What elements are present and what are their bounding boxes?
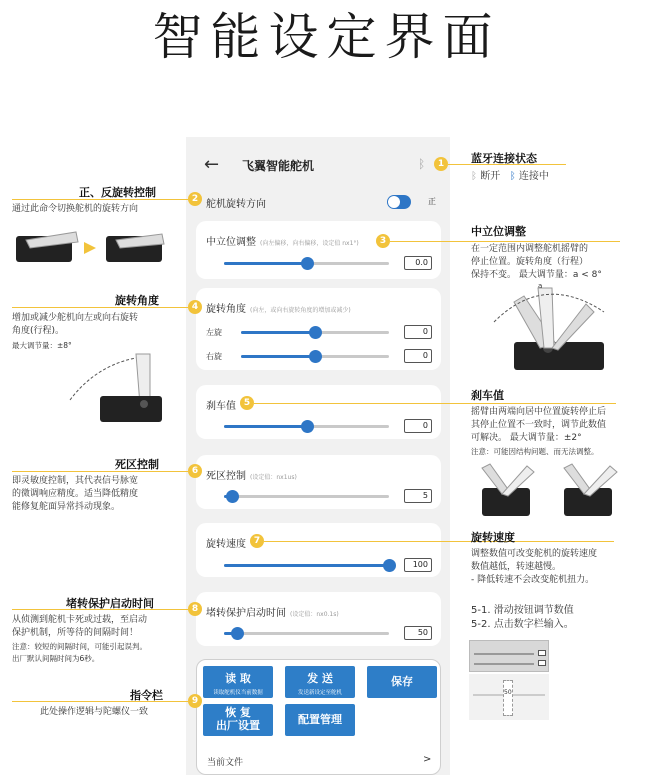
ann-cmd-title: 指令栏: [130, 689, 163, 702]
forward-label: 正: [428, 197, 436, 206]
stall-hint: (设定值：nx0.1s): [290, 611, 339, 618]
ann-speed-text1: 调整数值可改变舵机的旋转速度: [471, 549, 598, 559]
right-rotate-label: 右旋: [206, 352, 222, 361]
stall-slider[interactable]: [224, 632, 389, 635]
line-3: [390, 241, 620, 242]
ann-angle-note: 最大调节量：±8°: [12, 341, 72, 350]
app-header: [186, 137, 450, 193]
ann-cmd-text: 此处操作逻辑与陀螺仪一致: [40, 707, 149, 717]
badge-9: 9: [188, 694, 202, 708]
ann-neutral-text3: 保持不变。 最大调节量：a < 8°: [471, 270, 602, 280]
mini-value: 50: [504, 689, 512, 696]
brake-slider[interactable]: [224, 425, 389, 428]
stall-slider-knob[interactable]: [231, 627, 244, 640]
page-title: 智能设定界面: [152, 8, 501, 66]
deadband-slider-knob[interactable]: [226, 490, 239, 503]
ann-brake-text2: 其停止位置不一致时，调节此数值: [471, 420, 607, 430]
neutral-label-a: a: [538, 282, 543, 290]
ann-deadband-text1: 即灵敏度控制，其代表信号脉宽: [12, 476, 139, 486]
neutral-label: 中立位调整 (向左偏移，向右偏移，设定值 nx1°): [206, 237, 359, 248]
ann-angle-title: 旋转角度: [115, 294, 159, 307]
right-rotate-fill: [241, 355, 315, 358]
left-rotate-value[interactable]: 0: [404, 325, 432, 339]
badge-3: 3: [376, 234, 390, 248]
current-file-label: 当前文件: [207, 758, 244, 768]
direction-toggle[interactable]: [387, 195, 411, 209]
neutral-card: [196, 221, 441, 279]
speed-slider-fill: [224, 564, 389, 567]
ann-tip-2: 5-2. 点击数字栏输入。: [471, 619, 574, 630]
badge-6: 6: [188, 464, 202, 478]
right-rotate-knob[interactable]: [309, 350, 322, 363]
read-button[interactable]: 读 取 读取舵机仪当前数据: [203, 666, 273, 698]
brake-servo-illustration: [472, 460, 632, 522]
bt-off-icon: ᛒ: [471, 171, 477, 182]
deadband-hint: (设定值：nx1us): [250, 474, 297, 481]
ann-brake-text1: 摇臂由两端向居中位置旋转停止后: [471, 407, 607, 417]
bt-on-icon: ᛒ: [509, 171, 516, 182]
neutral-slider[interactable]: [224, 262, 389, 265]
ann-direction-text: 通过此命令切换舵机的旋转方向: [12, 204, 139, 214]
ann-stall-text1: 从侦测到舵机卡死或过载，至启动: [12, 615, 148, 625]
ann-neutral-text1: 在一定范围内调整舵机摇臂的: [471, 244, 589, 254]
neutral-slider-knob[interactable]: [301, 257, 314, 270]
neutral-hint: (向左偏移，向右偏移，设定值 nx1°): [260, 240, 359, 247]
ann-deadband-text2: 的微调响应精度。适当降低精度: [12, 489, 139, 499]
ann-angle-text2: 角度(行程)。: [12, 326, 65, 336]
direction-label: 舵机旋转方向: [206, 199, 266, 210]
rotation-angle-card: [196, 288, 441, 370]
right-rotate-slider[interactable]: [241, 355, 389, 358]
line-7: [264, 541, 614, 542]
badge-4: 4: [188, 300, 202, 314]
send-button-sub: 发送新设定至舵机: [297, 690, 342, 696]
ann-bt-status: ᛒ 断开 ᛒ 连接中: [471, 171, 549, 182]
speed-label: 旋转速度: [206, 539, 246, 550]
left-rotate-fill: [241, 331, 315, 334]
config-manage-button[interactable]: 配置管理: [285, 704, 355, 736]
ann-stall-note1: 注意：较短的间隔时间，可能引起误判。: [12, 642, 147, 651]
ann-brake-title: 刹车值: [471, 389, 504, 402]
left-rotate-slider[interactable]: [241, 331, 389, 334]
factory-reset-button[interactable]: 恢 复 出厂设置: [203, 704, 273, 736]
ann-neutral-title: 中立位调整: [471, 225, 526, 238]
ann-stall-text2: 保护机制，所等待的间隔时间！: [12, 628, 139, 638]
line-4: [12, 307, 188, 308]
neutral-value[interactable]: 0.0: [404, 256, 432, 270]
left-rotate-label: 左旋: [206, 328, 222, 337]
ann-neutral-text2: 停止位置。旋转角度（行程）: [471, 257, 589, 267]
save-button[interactable]: 保存: [367, 666, 437, 698]
badge-2: 2: [188, 192, 202, 206]
badge-1: 1: [434, 157, 448, 171]
left-rotate-knob[interactable]: [309, 326, 322, 339]
brake-card: [196, 385, 441, 439]
phone-screen: [186, 137, 450, 775]
brake-slider-fill: [224, 425, 307, 428]
ann-deadband-title: 死区控制: [115, 458, 159, 471]
send-button[interactable]: 发 送 发送新设定至舵机: [285, 666, 355, 698]
brake-label: 刹车值: [206, 401, 236, 412]
deadband-label: 死区控制 (设定值：nx1us): [206, 471, 297, 482]
ann-bt-title: 蓝牙连接状态: [471, 152, 537, 165]
mini-input-thumbnail: [469, 674, 549, 720]
ann-speed-text2: 数值越低，转速越慢。: [471, 562, 562, 572]
speed-slider[interactable]: [224, 564, 389, 567]
ann-angle-text1: 增加或减少舵机向左或向右旋转: [12, 313, 139, 323]
badge-7: 7: [250, 534, 264, 548]
ann-deadband-text3: 能修复舵面异常抖动现象。: [12, 502, 121, 512]
badge-5: 5: [240, 396, 254, 410]
brake-slider-knob[interactable]: [301, 420, 314, 433]
line-6: [12, 471, 188, 472]
speed-value[interactable]: 100: [404, 558, 432, 572]
command-bar: [196, 659, 441, 775]
neutral-slider-fill: [224, 262, 307, 265]
angle-servo-illustration: [60, 350, 180, 425]
stall-card: [196, 592, 441, 646]
back-arrow-icon[interactable]: ←: [204, 154, 220, 175]
direction-servo-illustration: [12, 222, 172, 267]
deadband-value[interactable]: 5: [404, 489, 432, 503]
ann-tip-1: 5-1. 滑动按钮调节数值: [471, 605, 574, 616]
line-5: [254, 403, 616, 404]
app-title: 飞翼智能舵机: [242, 159, 315, 173]
read-button-sub: 读取舵机仪当前数据: [213, 690, 263, 696]
right-rotate-value[interactable]: 0: [404, 349, 432, 363]
ann-brake-note: 注意：可能因结构问题、而无法调整。: [471, 447, 599, 456]
deadband-card: [196, 455, 441, 509]
rotation-angle-hint: (向左，或向右旋转角度的增加或减少): [250, 307, 351, 314]
stall-label: 堵转保护启动时间 (设定值：nx0.1s): [206, 608, 339, 619]
ann-brake-text3: 可解决。 最大调节量：±2°: [471, 433, 582, 443]
mini-ui-thumbnail: [469, 640, 549, 672]
speed-card: [196, 523, 441, 577]
ann-stall-title: 堵转保护启动时间: [66, 597, 154, 610]
ann-speed-text3: - 降低转速不会改变舵机扭力。: [471, 575, 595, 585]
current-file-chevron-icon[interactable]: >: [423, 754, 432, 765]
deadband-slider[interactable]: [224, 495, 389, 498]
ann-speed-title: 旋转速度: [471, 531, 515, 544]
neutral-servo-illustration: [474, 282, 624, 372]
ann-direction-title: 正、反旋转控制: [79, 186, 156, 199]
speed-slider-knob[interactable]: [383, 559, 396, 572]
badge-8: 8: [188, 602, 202, 616]
stall-value[interactable]: 50: [404, 626, 432, 640]
rotation-angle-label: 旋转角度 (向左，或向右旋转角度的增加或减少): [206, 304, 351, 315]
bluetooth-icon[interactable]: ᛒ: [418, 157, 426, 171]
brake-value[interactable]: 0: [404, 419, 432, 433]
ann-stall-note2: 出厂默认间隔时间为6秒。: [12, 654, 100, 663]
